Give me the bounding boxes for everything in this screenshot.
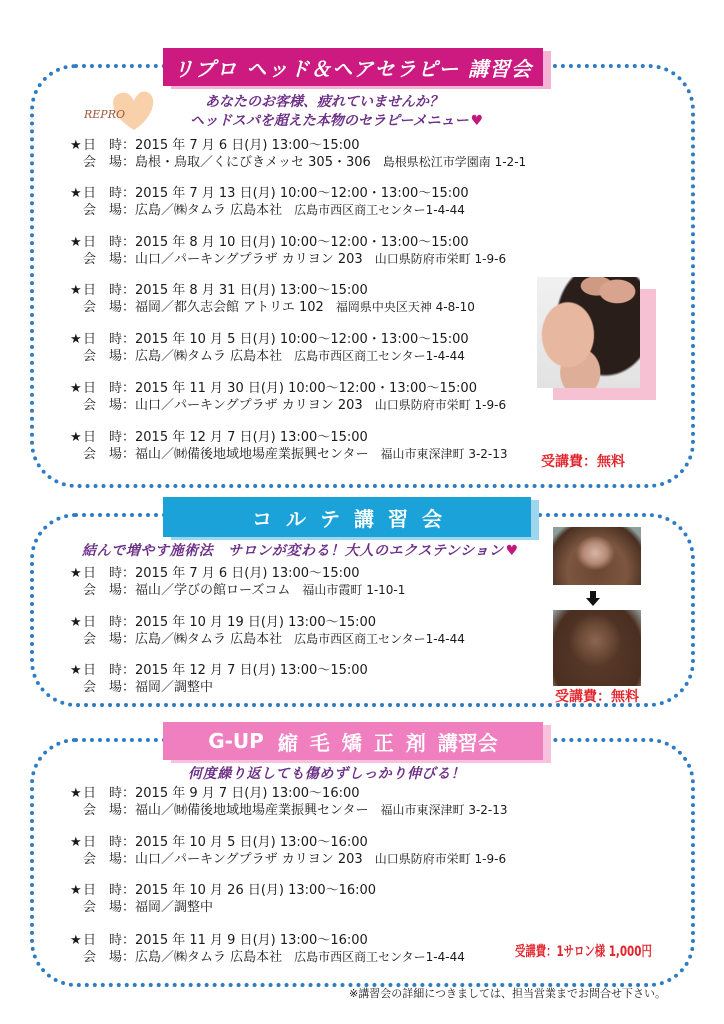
corte-fee: 受講費：無料 — [555, 689, 639, 705]
heart-icon: ♥ — [470, 113, 484, 129]
venue-name: 山口／パーキングプラザ カリヨン 203 — [135, 398, 363, 413]
venue-label: 会 場： — [83, 252, 136, 267]
gup-course-banner — [163, 722, 543, 760]
venue-label: 会 場： — [83, 900, 136, 915]
venue-label: 会 場： — [83, 398, 136, 413]
corte-subtitle — [82, 543, 519, 560]
date-row — [70, 882, 376, 899]
venue-row — [70, 899, 376, 916]
session-entry — [70, 234, 506, 268]
venue-address: 広島市西区商工センター1-4-44 — [294, 203, 465, 217]
session-entry — [70, 565, 405, 599]
venue-label: 会 場： — [83, 447, 136, 462]
session-entry — [70, 137, 526, 171]
venue-address: 福山市東深津町 3-2-13 — [380, 447, 508, 461]
session-entry — [70, 834, 506, 868]
date-value: 2015 年 8 月 10 日(月) 10:00～12:00・13:00～15:00 — [135, 235, 469, 250]
date-value: 2015 年 10 月 26 日(月) 13:00～16:00 — [135, 883, 377, 898]
date-label: 日 時： — [83, 615, 136, 630]
repro-course-banner — [163, 48, 543, 86]
date-label: 日 時： — [83, 332, 136, 347]
date-label: 日 時： — [83, 835, 136, 850]
venue-address: 広島市西区商工センター1-4-44 — [294, 349, 465, 363]
session-entry — [70, 380, 506, 414]
date-row — [70, 282, 475, 299]
banner-title: リプロ ヘッド＆ヘアセラピー 講習会 — [173, 56, 533, 81]
star-mark: ★ — [70, 835, 82, 850]
date-label: 日 時： — [83, 566, 136, 581]
star-mark: ★ — [70, 283, 82, 298]
corte-course-banner — [163, 497, 531, 537]
venue-name: 山口／パーキングプラザ カリヨン 203 — [135, 852, 363, 867]
venue-label: 会 場： — [83, 349, 136, 364]
session-entry — [70, 614, 465, 648]
session-entry — [70, 882, 376, 916]
venue-row — [70, 851, 506, 868]
venue-name: 広島／㈱タムラ 広島本社 — [135, 632, 283, 647]
date-value: 2015 年 7 月 13 日(月) 10:00～12:00・13:00～15:00 — [135, 186, 469, 201]
venue-row — [70, 802, 508, 819]
repro-logo — [80, 88, 156, 134]
venue-address: 広島市西区商工センター1-4-44 — [294, 950, 465, 964]
venue-row — [70, 348, 469, 365]
venue-name: 広島／㈱タムラ 広島本社 — [135, 950, 283, 965]
venue-label: 会 場： — [83, 852, 136, 867]
subtitle-text: ヘッドスパを超えた本物のセラピーメニュー — [190, 113, 469, 129]
date-value: 2015 年 7 月 6 日(月) 13:00～15:00 — [135, 566, 360, 581]
venue-name: 福岡／調整中 — [135, 680, 214, 695]
date-value: 2015 年 12 月 7 日(月) 13:00～15:00 — [135, 663, 368, 678]
date-row — [70, 834, 506, 851]
date-value: 2015 年 10 月 5 日(月) 10:00～12:00・13:00～15:00 — [135, 332, 469, 347]
venue-address: 山口県防府市栄町 1-9-6 — [374, 398, 507, 412]
star-mark: ★ — [70, 615, 82, 630]
date-row — [70, 565, 405, 582]
heart-icon: ♥ — [505, 543, 519, 559]
session-entry — [70, 932, 465, 966]
venue-address: 島根県松江市学園南 1-2-1 — [382, 155, 527, 169]
venue-label: 会 場： — [83, 155, 136, 170]
session-entry — [70, 282, 475, 316]
date-label: 日 時： — [83, 786, 136, 801]
venue-row — [70, 299, 475, 316]
venue-label: 会 場： — [83, 300, 136, 315]
banner-title: コルテ講習会 — [252, 506, 456, 531]
venue-row — [70, 202, 469, 219]
session-entry — [70, 662, 368, 696]
venue-name: 福山／学びの館ローズコム — [135, 583, 291, 598]
venue-name: 広島／㈱タムラ 広島本社 — [135, 349, 283, 364]
venue-address: 福岡県中央区天神 4-8-10 — [335, 300, 475, 314]
repro-fee: 受講費：無料 — [541, 454, 625, 470]
venue-label: 会 場： — [83, 803, 136, 818]
star-mark: ★ — [70, 663, 82, 678]
venue-row — [70, 397, 506, 414]
date-row — [70, 137, 526, 154]
date-row — [70, 785, 508, 802]
date-row — [70, 234, 506, 251]
footer-note: ※講習会の詳細につきましては、担当営業までお問合せ下さい。 — [349, 987, 666, 1000]
date-row — [70, 932, 465, 949]
banner-product: 縮毛矯正剤 — [277, 730, 438, 755]
star-mark: ★ — [70, 138, 82, 153]
session-entry — [70, 429, 508, 463]
star-mark: ★ — [70, 186, 82, 201]
date-value: 2015 年 11 月 30 日(月) 10:00～12:00・13:00～15:00 — [135, 381, 477, 396]
date-value: 2015 年 8 月 31 日(月) 13:00～15:00 — [135, 283, 368, 298]
gup-fee: 受講費：1サロン様 1,000円 — [515, 944, 652, 960]
venue-row — [70, 679, 368, 696]
session-entry — [70, 185, 469, 219]
date-label: 日 時： — [83, 933, 136, 948]
date-value: 2015 年 10 月 19 日(月) 13:00～15:00 — [135, 615, 377, 630]
star-mark: ★ — [70, 883, 82, 898]
venue-row — [70, 582, 405, 599]
down-arrow-shape — [586, 591, 600, 606]
date-label: 日 時： — [83, 883, 136, 898]
session-entry — [70, 331, 469, 365]
gup-subtitle: 何度繰り返しても傷めずしっかり伸びる！ — [188, 766, 466, 782]
date-row — [70, 429, 508, 446]
subtitle-text: 結んで増やす施術法 サロンが変わる！大人のエクステンション — [82, 543, 504, 559]
repro-subtitle-line-2 — [190, 113, 483, 130]
date-value: 2015 年 7 月 6 日(月) 13:00～15:00 — [135, 138, 360, 153]
venue-row — [70, 949, 465, 966]
date-value: 2015 年 11 月 9 日(月) 13:00～16:00 — [135, 933, 368, 948]
date-row — [70, 185, 469, 202]
venue-row — [70, 631, 465, 648]
date-value: 2015 年 12 月 7 日(月) 13:00～15:00 — [135, 430, 368, 445]
star-mark: ★ — [70, 566, 82, 581]
date-row — [70, 662, 368, 679]
venue-address: 広島市西区商工センター1-4-44 — [294, 632, 465, 646]
date-value: 2015 年 10 月 5 日(月) 13:00～16:00 — [135, 835, 368, 850]
venue-row — [70, 251, 506, 268]
date-row — [70, 331, 469, 348]
date-label: 日 時： — [83, 663, 136, 678]
venue-name: 福山／㈶備後地域地場産業振興センター — [135, 447, 369, 462]
star-mark: ★ — [70, 381, 82, 396]
hair-after-photo — [553, 610, 641, 686]
venue-address: 山口県防府市栄町 1-9-6 — [374, 852, 507, 866]
date-label: 日 時： — [83, 138, 136, 153]
venue-label: 会 場： — [83, 632, 136, 647]
date-label: 日 時： — [83, 283, 136, 298]
repro-subtitle-line-1: あなたのお客様、疲れていませんか？ — [205, 94, 443, 110]
head-spa-photo — [537, 277, 640, 388]
date-row — [70, 614, 465, 631]
star-mark: ★ — [70, 786, 82, 801]
date-label: 日 時： — [83, 235, 136, 250]
venue-name: 福山／㈶備後地域地場産業振興センター — [135, 803, 369, 818]
date-label: 日 時： — [83, 430, 136, 445]
venue-name: 広島／㈱タムラ 広島本社 — [135, 203, 283, 218]
venue-label: 会 場： — [83, 680, 136, 695]
venue-label: 会 場： — [83, 583, 136, 598]
star-mark: ★ — [70, 430, 82, 445]
banner-course: 講習会 — [437, 730, 498, 755]
session-entry — [70, 785, 508, 819]
down-arrow-icon — [585, 591, 601, 607]
hair-before-photo — [553, 527, 641, 585]
venue-label: 会 場： — [83, 203, 136, 218]
star-mark: ★ — [70, 332, 82, 347]
venue-address: 福山市霞町 1-10-1 — [302, 583, 406, 597]
date-row — [70, 380, 506, 397]
logo-text: REPRO — [84, 108, 126, 121]
venue-name: 福岡／調整中 — [135, 900, 214, 915]
date-label: 日 時： — [83, 186, 136, 201]
venue-name: 島根・鳥取／くにびきメッセ 305・306 — [135, 155, 371, 170]
venue-address: 福山市東深津町 3-2-13 — [380, 803, 508, 817]
venue-label: 会 場： — [83, 950, 136, 965]
star-mark: ★ — [70, 235, 82, 250]
venue-row — [70, 446, 508, 463]
banner-brand: G-UP — [208, 729, 264, 753]
venue-name: 福岡／都久志会館 アトリエ 102 — [135, 300, 324, 315]
date-value: 2015 年 9 月 7 日(月) 13:00～16:00 — [135, 786, 360, 801]
star-mark: ★ — [70, 933, 82, 948]
venue-row — [70, 154, 526, 171]
venue-name: 山口／パーキングプラザ カリヨン 203 — [135, 252, 363, 267]
date-label: 日 時： — [83, 381, 136, 396]
venue-address: 山口県防府市栄町 1-9-6 — [374, 252, 507, 266]
